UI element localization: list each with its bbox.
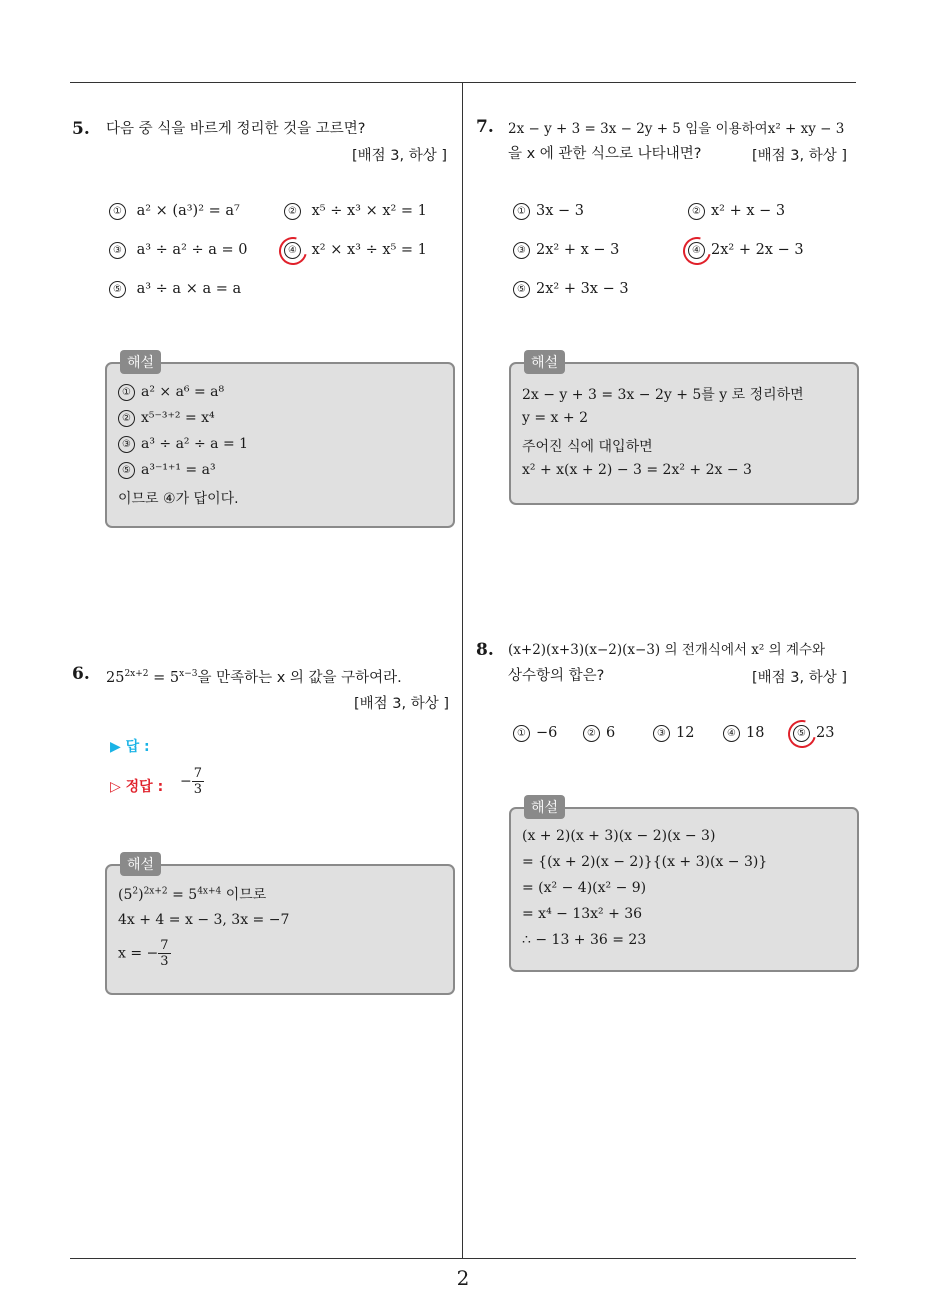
question-text-line2: 상수항의 합은?: [508, 668, 605, 684]
correct-answer-label: ▷ 정답 :: [110, 779, 164, 795]
question-number: 5.: [72, 119, 90, 139]
solution-line: x² + x(x + 2) − 3 = 2x² + 2x − 3: [522, 462, 752, 478]
solution-line: ⑤ a³⁻¹⁺¹ = a³: [118, 462, 216, 479]
choice-2[interactable]: ② x² + x − 3: [688, 203, 785, 220]
solution-line: = (x² − 4)(x² − 9): [522, 880, 647, 896]
solution-tag: 해설: [120, 852, 161, 876]
choice-2[interactable]: ② x⁵ ÷ x³ × x² = 1: [284, 203, 427, 220]
solution-line: (x + 2)(x + 3)(x − 2)(x − 3): [522, 828, 716, 844]
solution-line: 2x − y + 3 = 3x − 2y + 5를 y 로 정리하면: [522, 387, 804, 403]
solution-line: ② x⁵⁻³⁺² = x⁴: [118, 410, 215, 427]
question-text-line2: 을 x 에 관한 식으로 나타내면?: [508, 146, 702, 162]
question-meta: [배점 3, 하상 ]: [752, 148, 848, 164]
solution-line: x = − $\frac{7}{3}$: [118, 938, 169, 969]
choice-5[interactable]: ⑤ a³ ÷ a × a = a: [109, 281, 241, 298]
solution-line: = x⁴ − 13x² + 36: [522, 906, 643, 922]
solution-tag: 해설: [524, 350, 565, 374]
answer-mark-icon: [274, 232, 312, 270]
column-divider: [462, 82, 463, 1258]
top-rule: [70, 82, 856, 83]
choice-1[interactable]: ① 3x − 3: [513, 203, 584, 220]
bottom-rule: [70, 1258, 856, 1259]
question-text: $25^{2x+2} = 5^{x-3}$을 만족하는 x 의 값을 구하여라.: [106, 669, 402, 686]
question-text-line1: (x+2)(x+3)(x−2)(x−3) 의 전개식에서 x² 의 계수와: [508, 642, 826, 658]
solution-tag: 해설: [524, 795, 565, 819]
solution-conclusion: 이므로 ④가 답이다.: [118, 491, 239, 507]
choice-3[interactable]: ③ 2x² + x − 3: [513, 242, 619, 259]
choice-5[interactable]: ⑤ 2x² + 3x − 3: [513, 281, 629, 298]
answer-mark-icon: [678, 232, 716, 270]
choice-5[interactable]: ⑤ 23: [793, 725, 834, 742]
question-text-line1: 2x − y + 3 = 3x − 2y + 5 임을 이용하여x² + xy − 3: [508, 121, 845, 137]
question-text: 다음 중 식을 바르게 정리한 것을 고르면?: [106, 121, 366, 137]
choice-3[interactable]: ③ a³ ÷ a² ÷ a = 0: [109, 242, 248, 259]
page-number: 2: [456, 1266, 470, 1290]
answer-mark-icon: [783, 715, 821, 753]
solution-line: ∴ − 13 + 36 = 23: [522, 932, 647, 948]
solution-line: $(5^2)^{2x+2} = 5^{4x+4}$ 이므로: [118, 886, 267, 903]
choice-1[interactable]: ① −6: [513, 725, 557, 742]
question-number: 6.: [72, 664, 90, 684]
choice-4[interactable]: ④ x² × x³ ÷ x⁵ = 1: [284, 242, 427, 259]
choice-3[interactable]: ③ 12: [653, 725, 694, 742]
solution-line: ① a² × a⁶ = a⁸: [118, 384, 224, 401]
question-number: 7.: [476, 117, 494, 137]
answer-input-label[interactable]: ▶ 답 :: [110, 739, 150, 755]
solution-line: y = x + 2: [522, 410, 588, 426]
question-meta: [배점 3, 하상 ]: [752, 670, 848, 686]
solution-line: 4x + 4 = x − 3, 3x = −7: [118, 912, 290, 928]
question-meta: [배점 3, 하상 ]: [354, 696, 450, 712]
choice-2[interactable]: ② 6: [583, 725, 615, 742]
solution-line: 주어진 식에 대입하면: [522, 439, 653, 455]
question-number: 8.: [476, 640, 494, 660]
choice-4[interactable]: ④ 18: [723, 725, 764, 742]
choice-1[interactable]: ① a² × (a³)² = a⁷: [109, 203, 240, 220]
question-meta: [배점 3, 하상 ]: [352, 148, 448, 164]
solution-tag: 해설: [120, 350, 161, 374]
solution-line: = {(x + 2)(x − 2)}{(x + 3)(x − 3)}: [522, 854, 768, 870]
solution-line: ③ a³ ÷ a² ÷ a = 1: [118, 436, 248, 453]
correct-answer-value: − $\frac{7}{3}$: [180, 766, 203, 797]
choice-4[interactable]: ④ 2x² + 2x − 3: [688, 242, 804, 259]
